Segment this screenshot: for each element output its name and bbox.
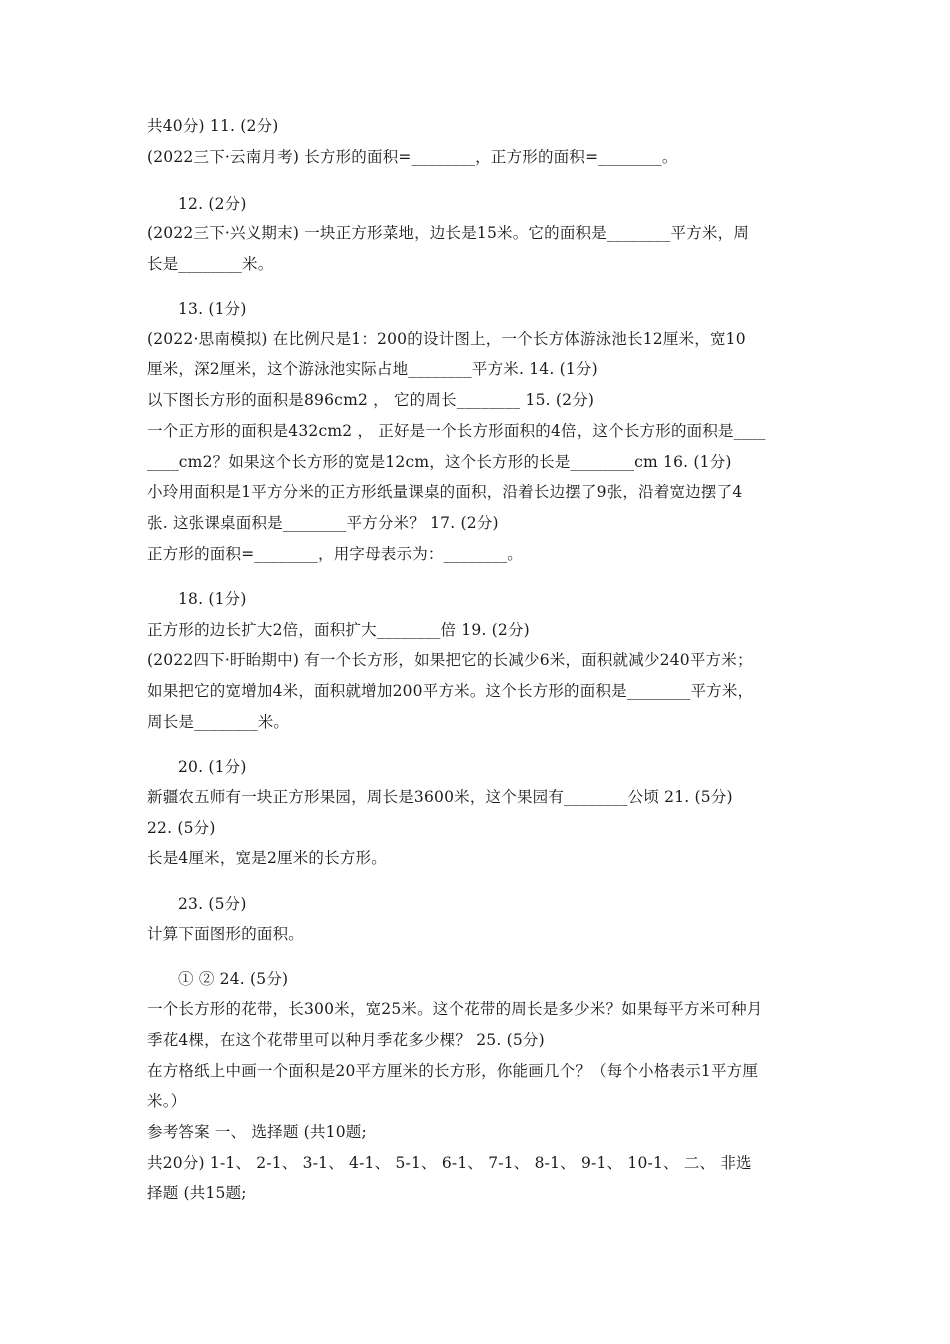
question-24-text: 一个长方形的花带，长300米，宽25米。这个花带的周长是多少米？如果每平方米可种月	[147, 1000, 763, 1018]
question-13-text: 厘米，深2厘米，这个游泳池实际占地________平方米. 14. (1分)	[147, 360, 598, 378]
question-12-text: 长是________米。	[147, 255, 274, 273]
question-25-text: 在方格纸上中画一个面积是20平方厘米的长方形，你能画几个？（每个小格表示1平方厘	[147, 1062, 759, 1080]
answer-section-title: 参考答案 一、 选择题 (共10题;	[147, 1123, 367, 1141]
question-22-header: 22. (5分)	[147, 819, 216, 837]
question-13-header: 13. (1分)	[178, 300, 247, 318]
question-23-text: 计算下面图形的面积。	[147, 925, 305, 943]
question-20-text: 新疆农五师有一块正方形果园，周长是3600米，这个果园有________公顷 21. (5分)	[147, 788, 733, 806]
question-13-text: (2022·思南模拟) 在比例尺是1：200的设计图上，一个长方体游泳池长12厘米，宽10	[147, 330, 746, 348]
question-19-text: (2022四下·盱眙期中) 有一个长方形，如果把它的长减少6米，面积就减少240平方米；	[147, 651, 753, 669]
question-18-text: 正方形的边长扩大2倍，面积扩大________倍 19. (2分)	[147, 621, 530, 639]
question-16-text: 小玲用面积是1平方分米的正方形纸量课桌的面积，沿着长边摆了9张，沿着宽边摆了4	[147, 483, 743, 501]
question-18-header: 18. (1分)	[178, 590, 247, 608]
question-22-text: 长是4厘米，宽是2厘米的长方形。	[147, 849, 387, 867]
text-line: 共40分) 11. (2分)	[147, 117, 279, 135]
question-17-text: 正方形的面积=________，用字母表示为：________。	[147, 545, 523, 563]
answer-section-text: 共20分) 1-1、 2-1、 3-1、 4-1、 5-1、 6-1、 7-1、 8-1、 9-1、 10-1、 二、 非选	[147, 1154, 752, 1172]
question-12-header: 12. (2分)	[178, 195, 247, 213]
question-25-text: 米。）	[147, 1092, 187, 1110]
question-15-text: ____cm2？如果这个长方形的宽是12cm，这个长方形的长是________cm 16. (1分)	[147, 453, 732, 471]
question-16-text: 张. 这张课桌面积是________平方分米？ 17. (2分)	[147, 514, 499, 532]
question-12-text: (2022三下·兴义期末) 一块正方形菜地，边长是15米。它的面积是________平方米，周	[147, 224, 750, 242]
answer-section-text: 择题 (共15题;	[147, 1184, 247, 1202]
question-20-header: 20. (1分)	[178, 758, 247, 776]
question-15-text: 一个正方形的面积是432cm2 ， 正好是一个长方形面积的4倍，这个长方形的面积是____	[147, 422, 766, 440]
question-19-text: 周长是________米。	[147, 713, 290, 731]
question-11-text: (2022三下·云南月考) 长方形的面积=________，正方形的面积=________。	[147, 148, 678, 166]
question-24-header: ① ② 24. (5分)	[178, 970, 289, 988]
question-23-header: 23. (5分)	[178, 895, 247, 913]
question-24-text: 季花4棵，在这个花带里可以种月季花多少棵？ 25. (5分)	[147, 1031, 545, 1049]
question-19-text: 如果把它的宽增加4米，面积就增加200平方米。这个长方形的面积是________平方米，	[147, 682, 754, 700]
question-14-text: 以下图长方形的面积是896cm2 ， 它的周长________ 15. (2分)	[147, 391, 595, 409]
